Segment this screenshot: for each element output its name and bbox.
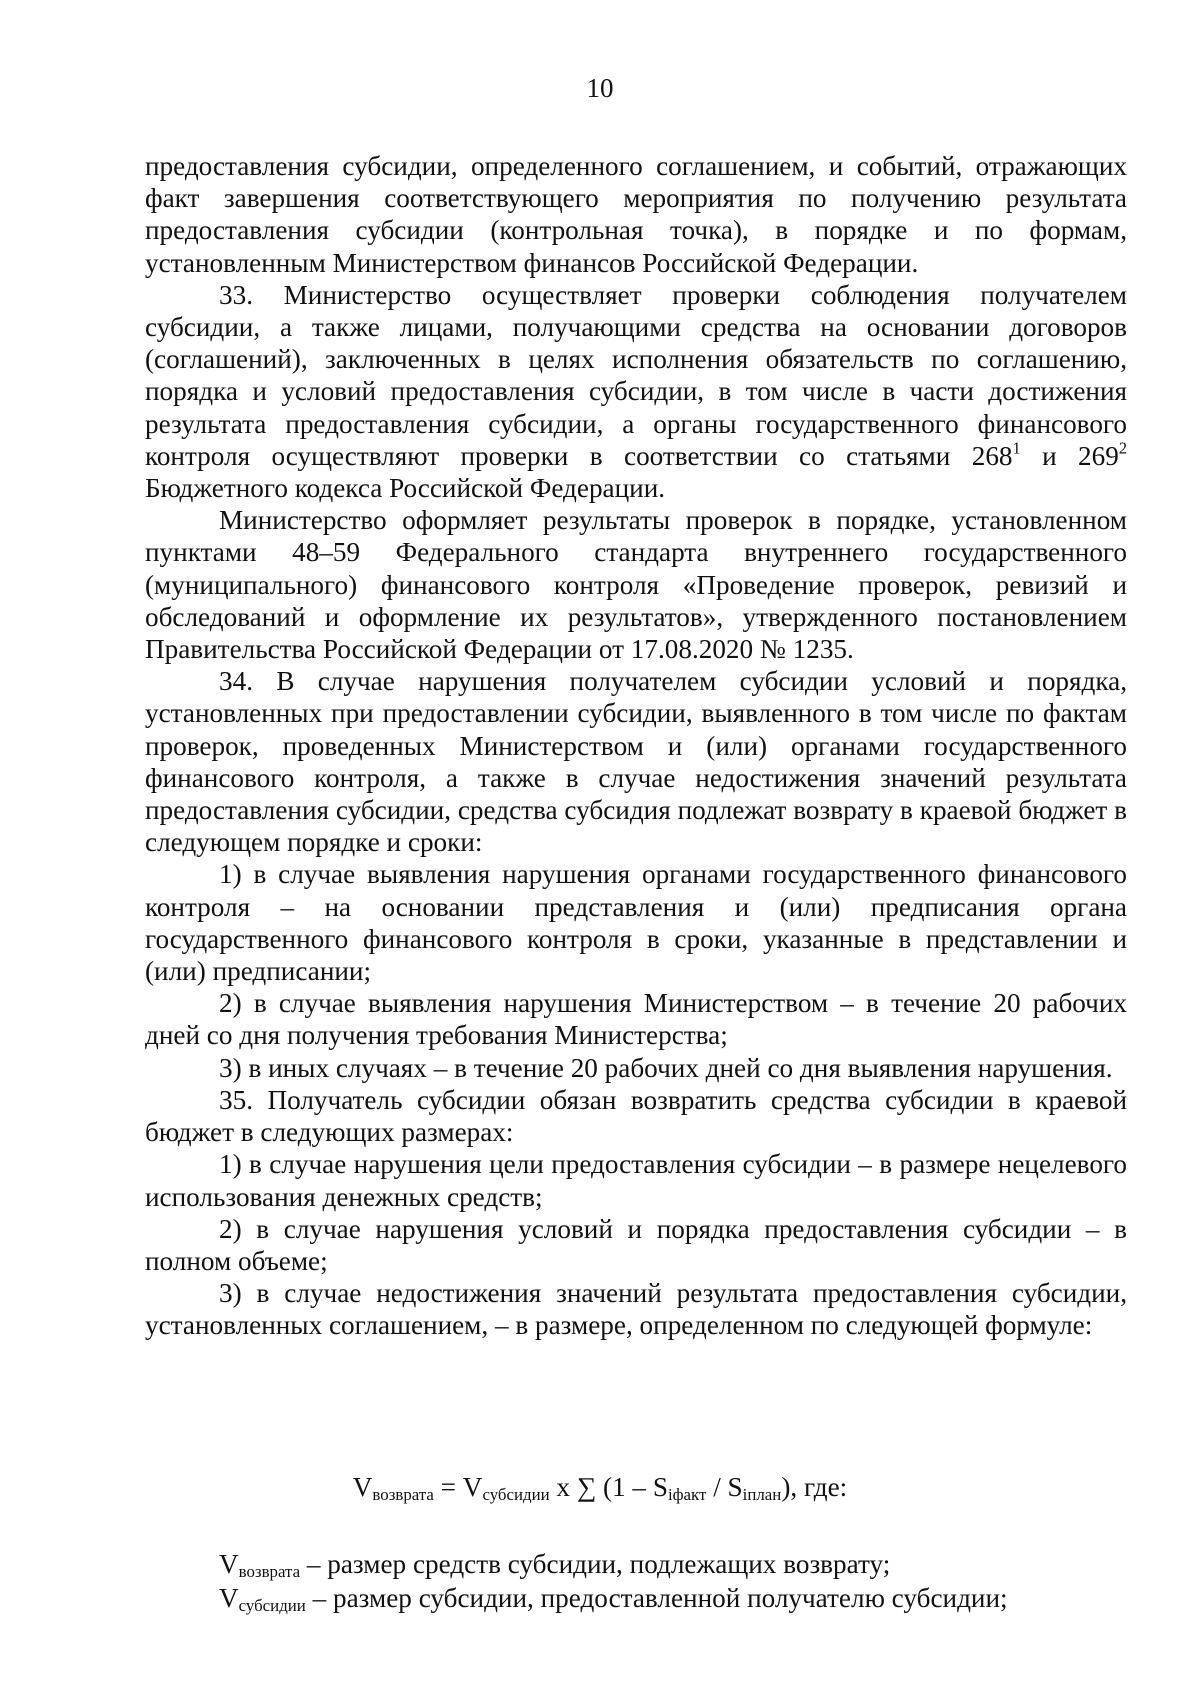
- paragraph-item-34: 34. В случае нарушения получателем субсидии условий и порядка, установленных при предоставлении субсидии, выявленного в том числе по фактам проверок, проведенных Министерством и (или) органами государственного финансового контроля, а также в случае недостижения значений результата предоставления субсидии, средства субсидия подлежат возврату в краевой бюджет в следующем порядке и сроки:: [145, 666, 1127, 858]
- superscript-1: 1: [1012, 438, 1021, 458]
- paragraph-34-subitem-3: 3) в иных случаях – в течение 20 рабочих дней со дня выявления нарушения.: [219, 1052, 1113, 1083]
- superscript-2: 2: [1118, 438, 1127, 458]
- formula-close: ), где:: [781, 1472, 848, 1502]
- paragraph-item-33: [145, 279, 1127, 504]
- paragraph-33-end: Бюджетного кодекса Российской Федерации.: [145, 473, 666, 504]
- definition-symbol: V: [219, 1549, 239, 1579]
- formula-v-return: V: [352, 1472, 373, 1502]
- paragraph-33-conj: и 269: [1020, 440, 1119, 471]
- formula-v-subsidy: V: [462, 1472, 483, 1502]
- paragraph-continuation: предоставления субсидии, определенного соглашением, и событий, отражающих факт завершения соответствующего мероприятия по получению результата предоставления субсидии (контрольная точка), в порядке и по формам, установленным Министерством финансов Российской Федерации.: [145, 151, 1127, 278]
- definition-v-return: [219, 1547, 1119, 1581]
- definition-symbol: V: [219, 1583, 239, 1613]
- paragraph-item-35: 35. Получатель субсидии обязан возвратить средства субсидии в краевой бюджет в следующих размерах:: [145, 1084, 1127, 1148]
- paragraph-34-subitem-2: 2) в случае выявления нарушения Министерством – в течение 20 рабочих дней со дня получения требования Министерства;: [145, 988, 1127, 1051]
- definition-subscript: субсидии: [238, 1596, 306, 1616]
- formula-v-return-subscript: возврата: [372, 1485, 434, 1505]
- definition-text: – размер средств субсидии, подлежащих возврату;: [300, 1549, 891, 1579]
- definition-text: – размер субсидии, предоставленной получателю субсидии;: [305, 1583, 1008, 1613]
- page-number: 10: [586, 73, 614, 103]
- paragraph-33-text: 33. Министерство осуществляет проверки соблюдения получателем субсидии, а также лицами, получающими средства на основании договоров (соглашений), заключенных в целях исполнения обязательств по соглашению, порядка и условий предоставления субсидии, в том числе в части достижения результата предоставления субсидии, а органы государственного финансового контроля осуществляют проверки в соответствии со статьями 268: [145, 279, 1127, 471]
- formula-s-fact-subscript: iфакт: [667, 1485, 707, 1505]
- return-amount-formula: [0, 1470, 1200, 1504]
- formula-equals: =: [433, 1472, 463, 1502]
- formula-sum: x ∑ (1 – S: [549, 1472, 668, 1502]
- formula-v-subsidy-subscript: субсидии: [482, 1485, 550, 1505]
- paragraph-35-subitem-3: 3) в случае недостижения значений результата предоставления субсидии, установленных соглашением, – в размере, определенном по следующей формуле:: [145, 1278, 1127, 1341]
- formula-definitions: [219, 1547, 1119, 1615]
- paragraph-34-subitem-1: 1) в случае выявления нарушения органами государственного финансового контроля – на основании представления и (или) предписания органа государственного финансового контроля в сроки, указанные в представлении и (или) предписании;: [145, 859, 1127, 987]
- formula-s-plan-subscript: iплан: [742, 1485, 782, 1505]
- paragraph-35-subitem-2: 2) в случае нарушения условий и порядка предоставления субсидии – в полном объеме;: [145, 1213, 1127, 1276]
- definition-subscript: возврата: [238, 1562, 301, 1582]
- definition-v-subsidy: [219, 1581, 1119, 1615]
- paragraph-35-subitem-1: 1) в случае нарушения цели предоставления субсидии – в размере нецелевого использования денежных средств;: [145, 1149, 1127, 1212]
- paragraph-inspection-results: Министерство оформляет результаты проверок в порядке, установленном пунктами 48–59 Федерального стандарта внутреннего государственного (муниципального) финансового контроля «Проведение проверок, ревизий и обследований и оформление их результатов», утвержденного постановлением Правительства Российской Федерации от 17.08.2020 № 1235.: [145, 505, 1127, 665]
- formula-slash: / S: [706, 1472, 743, 1502]
- document-body: [145, 150, 1127, 1342]
